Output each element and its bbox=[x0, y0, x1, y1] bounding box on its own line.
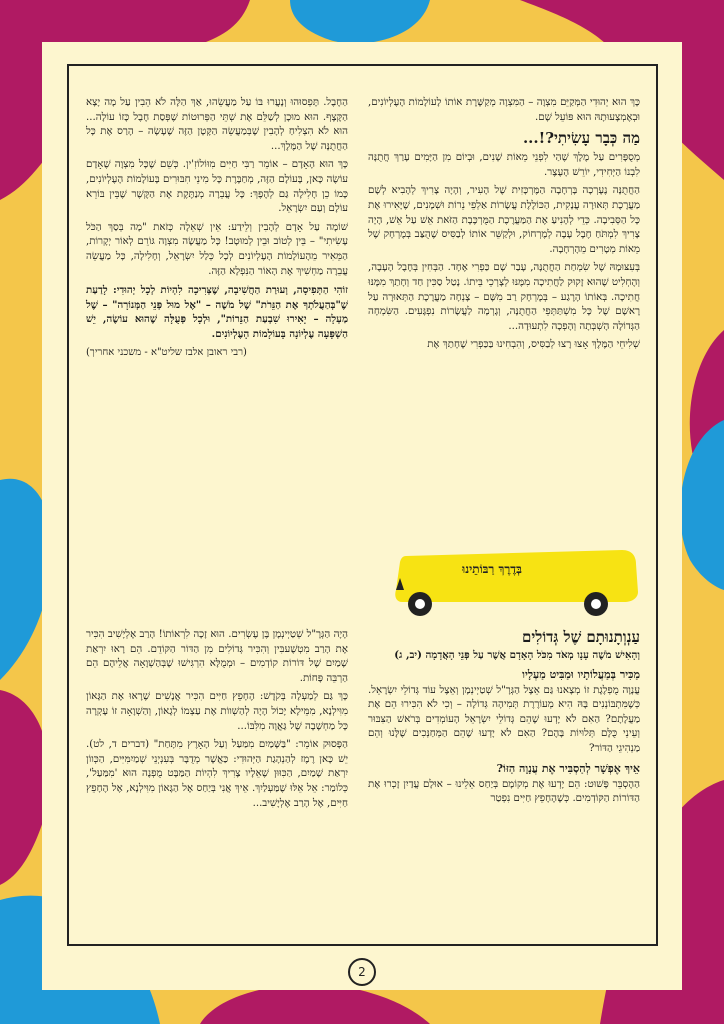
paragraph: הַהֶסְבֵּר פָּשׁוּט: הֵם יָדְעוּ אֶת מְקוֹמָם בְּיַחַס אֵלֵינוּ – אוּלָם עֲדַיִן זָכְרוּ אֶת הַדּוֹרוֹת הַקּוֹדְמִים. כְּשֶׁהֶחָפֵץ חַיִּים נִפְטַר bbox=[368, 778, 640, 805]
article-left-bottom bbox=[86, 628, 348, 918]
article-left-top bbox=[86, 96, 348, 496]
paragraph-bold: זוֹהִי הַתְּפִיסָה, וְעוּרַת הַחֲשִׁיבָה, שֶׁצְּרִיכָה לִהְיוֹת לְכָל יְהוּדִי: לָדַעַת שֶׁ"בְּהַעֲלֹתְךָ אֶת הַנֵּרֹת" שֶׁל מֹשֶׁה – "אֶל מוּל פְּנֵי הַמְּנוֹרָה" – שֶׁל מַעְלָה – יָאִירוּ שִׁבְעַת הַנֵּרוֹת", וּלְכָל פְּעֻלָּה שֶׁהוּא עוֹשֶׂה, יֵשׁ הַשְׁפָּעָה עֶלְיוֹנָה בָּעוֹלָמוֹת הָעֶלְיוֹנִים. bbox=[86, 284, 348, 340]
paragraph: מְסֻפָּרִים עַל מֶלֶךְ שֶׁהַי לִפְנֵי מֵאוֹת שָׁנִים, וּבְיוֹם מִן הַיָּמִים עָרַךְ חֲתֻנָּה לִבְנוֹ הַיְּחִידִי, יוֹרֵשׁ הָעֶצֶר. bbox=[368, 152, 640, 178]
source-credit: (רבי ראובן אלבז שליט"א - משכני אחריך) bbox=[86, 346, 247, 358]
paragraph: שׁוֹמָה עַל אָדָם לְהָבִין וְלֵידַע: אֵין שְׁאֵלָה כְּזֹאת "מָה בְּסַךְ הַכֹּל עָשִׂיתִי" – בֵּין לְטוֹב וּבֵין לְמוּטָב! כָּל מַעֲשֶׂה מִצְוָה גּוֹרֵם לְאוֹר יְקָרוֹת, הַמֵּאִיר מֵהָעוֹלָמוֹת הָעֶלְיוֹנִים לְכָל כְּלַל יִשְׂרָאֵל, וְחָלִילָה, כָּל מַעֲשֵׂה עֲבֵרָה מַחְשִׁיךְ אֶת הָאוֹר הַנִּפְלָא הַזֶּה. bbox=[86, 221, 348, 277]
verse-quote: וְהָאִישׁ מֹשֶׁה עָנָו מְאֹד מִכֹּל הָאָדָם אֲשֶׁר עַל פְּנֵי הָאֲדָמָה (יב, ג) bbox=[394, 649, 640, 661]
paragraph: כָּךְ הוּא הָאָדָם – אוֹמֵר רַבִּי חַיִּים מִוּוֹלוֹזִ'ין. כְּשֵׁם שֶׁכָּל מִצְוָה שֶׁאָדָם עוֹשֶׂה כָּאן, בָּעוֹלָם הַזֶּה, מְחַבֶּרֶת כָּל מִינֵי חִבּוּרִים בָּעוֹלָמוֹת הָעֶלְיוֹנִים, כָּמוֹ כֵן חָלִילָה גַּם לְהֶפֶךְ: כָּל עֲבֵרָה מְנַתֶּקֶת אֶת הַקֶּשֶׁר שֶׁבֵּין בּוֹרֵא עוֹלָם וְעַם יִשְׂרָאֵל. bbox=[86, 159, 348, 215]
paragraph: הַחֶבֶל. תָּפְסוּהוּ וְנָעֲרוּ בּוֹ עַל מַעֲשֵׂהוּ, אַךְ הַלָּה לֹא הֵבִין עַל מָה יָצָא הַקֶּצֶף. הוּא מוּכָן לְשַׁלֵּם אֶת שְׁתֵּי הַפְּרוּטוֹת שֶׁפְּסַת חֶבֶל כָּזוֹ עוֹלָה... הוּא לֹא הִצְלִיחַ לְהָבִין שֶׁבְּמַעֲשֵׂה הַקָּטָן הַזֶּה שֶׁעָשָׂה – הָרַס אֶת כָּל הַחֲתֻנָּה שֶׁל הַמֶּלֶךְ... bbox=[86, 97, 348, 152]
paragraph: כָּךְ גַּם לְמַעְלָה בְּקֹדֶשׁ: הֶחָפֵץ חַיִּים הִכִּיר אֲנָשִׁים שֶׁרָאוּ אֶת הַגָּאוֹן מִוִּילְנָא, מִמֵּילָא יָכוֹל הָיָה לְהַשְׁווֹת אֶת עַצְמוֹ לְגָאוֹן, וְהַשְׁוָאָה זוֹ עָקְרָה כָּל מַחְשָׁבָה שֶׁל גַּאֲוָה מִלִּבּוֹ... bbox=[86, 691, 348, 732]
section-heading: מַה כְּבָר עָשִׂיתִי?!... bbox=[522, 129, 640, 148]
paragraph: הַפָּסוּק אוֹמֵר: "בַּשָּׁמַיִם מִמַּעַל וְעַל הָאָרֶץ מִתָּחַת" (דברים ד, לט). יֵשׁ כָּאן רֶמֶז לְהַנְהָגַת הַיְּהוּדִי: כַּאֲשֶׁר מְדֻבָּר בְּעִנְיְנֵי שְׁמַיִמִּיִּים, הַכְּווֹן יִרְאַת שָׁמַיִם, הַכִּוּוּן שֶׁאֵלָיו צָרִיךְ לִהְיוֹת הַמַּבָּט מֻפְנֶה הוּא 'מִמַּעַל', כְּלוֹמַר: אֵל אֵלּוּ שֶׁמַּעְלַיִךְ. אֵיךְ אֲנִי בְּיַחַס אֶל הַגָּאוֹן מִוִּילְנָא, אֶל הֶחָפֵץ חַיִּים, אֶל הָרַב אֶלְיָשִׁיב... bbox=[86, 739, 348, 809]
paragraph: בְּעִצּוּמָהּ שֶׁל שִׂמְחַת הַחֲתֻנָּה, עָבַר שָׁם כַּפְרִי אֶחָד. הַבְּחִין בְּחֶבֶל הָעָבֶה, וְהֶחְלִיט שֶׁהוּא זָקוּק לַחֲתִיכָה מִמֶּנּוּ לְצָרְכֵי בֵּיתוֹ. נָטַל סַכִּין חַד וְחָתַךְ מִמֶּנּוּ חֲתִיכָה. בְּאוֹתוֹ הָרֶגַע – בְּמֶרְחָק רַב מִשָּׁם – צָנְחָה מַעֲרֶכֶת הַתְּאוּרָה עַל רָאשָׁם שֶׁל כָּל מִשְׁתַּתְּפֵי הַחֲתֻנָּה, וְגָרְמָה לַעֲשָׂרוֹת נִפְגָּעִים. הַשִּׂמְחָה הַגְּדוֹלָה הָשְׁבְּתָה וְהָפְכָה לִתְעוּדָה... bbox=[368, 262, 640, 332]
bus-icon bbox=[392, 548, 640, 620]
paragraph: שְׁלִיחֵי הַמֶּלֶךְ אָצוּ רָצוּ לְבַסִּיס, וְהִבְחִינוּ בַּכַּפְרִי שֶׁחָתַךְ אֶת bbox=[427, 339, 640, 351]
article-right-top bbox=[368, 96, 640, 496]
article-right-bottom bbox=[368, 628, 640, 918]
section-banner-bus bbox=[392, 548, 640, 620]
paragraph: הַחֲתֻנָּה נֶעֶרְכָה בָּרְחָבָה הַמֶּרְכָּזִית שֶׁל הָעִיר, וְהָיָה צָרִיךְ לְהָבִיא לְשָׁם מַעֲרֶכֶת תְּאוּרָה עֲנָקִית, הַכּוֹלֶלֶת עֲשָׂרוֹת אַלְפֵי נֵרוֹת וּשְׁמָנִים, שֶׁיָּאִירוּ אֶת כָּל הַסְּבִיבָה. כְּדֵי לְהָנִיעַ אֶת הַמַּעֲרֶכֶת הַמֻּרְכֶּבֶת הַזֹּאת אֵשׁ עַל אֵשׁ, הָיָה צָרִיךְ לִמְתֹּחַ חֶבֶל עָבֶה לְמֶרְחוֹק, וּלְקַשֵּׁר אוֹתוֹ לְבַסִּיס שֶׁהֻצַּב בְּמֶרְחָק שֶׁל מֵאוֹת מְטָרִים מֵהָרְחָבָה. bbox=[368, 185, 640, 255]
section-banner-label: בְּדֶרֶךְ רַבּוֹתֵינוּ bbox=[462, 562, 522, 576]
page-number: 2 bbox=[348, 958, 376, 986]
paragraph: הָיָה הַגְּרָ"ל שְׁטַיְינְמָן בֶּן עֶשְׂרִים. הוּא זָכָה לִרְאוֹתוֹ! הָרַב אֶלְיָשִׁיב הִכִּיר אֶת הָרַב מִטְשֶׁעבִּין וְהִכִּיר גְּדוֹלִים מִן הַדּוֹר הַקּוֹדֵם. הֵם רָאוּ יִרְאַת שָׁמַיִם שֶׁל דּוֹרוֹת קוֹדְמִים – וּמְמֻלָּא הִרְגִּישׁוּ שֶׁבְּהַשְׁוָאָה אֲלֵיהֶם הֵם הַרְבֵּה פָּחוֹת. bbox=[86, 629, 348, 684]
subheading: מַכִּיר בְּמַעֲלוֹתָיו וּמַבִּיט מַעְלָיו bbox=[522, 667, 640, 681]
article-heading: עַנְוְתָנוּתָם שֶׁל גְּדוֹלִים bbox=[522, 628, 640, 646]
paragraph: עֲנָוָה מֻפְלֶגֶת זוֹ מְצָאנוּ גַּם אֵצֶל הַגְּרָ"ל שְׁטַיְינְמָן וְאֵצֶל עוֹד גְּדוֹלֵי יִשְׂרָאֵל. כְּשֶׁמִּתְבּוֹנְנִים בָּהּ הִיא מְעוֹרֶרֶת תְּמִיהָה גְּדוֹלָה – וְכִי לֹא הִכִּירוּ הֵם אֶת מַעֲלָתָם? הַאִם לֹא יָדְעוּ שֶׁהֵם גְּדוֹלֵי יִשְׂרָאֵל הָעוֹמְדִים בְּרֹאשׁ הַצִּבּוּר וְעֵינֵי כֻּלָּם תְּלוּיוֹת בָּהֶם? הַאִם לֹא יָדְעוּ שֶׁהֵם הַמְּחַנְּכִים שֶׁלָּנוּ וְהֵם מַנְהִיגֵי הַדּוֹר? bbox=[368, 684, 640, 754]
subheading: אֵיךְ אֶפְשָׁר לְהַסְבִּיר אֶת עֲנָוָה הַזּוֹ? bbox=[496, 761, 640, 775]
paragraph: כָּךְ הוּא יְהוּדִי הַמְּקַיֵּם מִצְוָה – הַמִּצְוָה מְקַשֶּׁרֶת אוֹתוֹ לָעוֹלָמוֹת הָעֶלְיוֹנִים, וּבְאֶמְצָעוּתָהּ הוּא פּוֹעֵל שָׁם. bbox=[368, 97, 640, 123]
